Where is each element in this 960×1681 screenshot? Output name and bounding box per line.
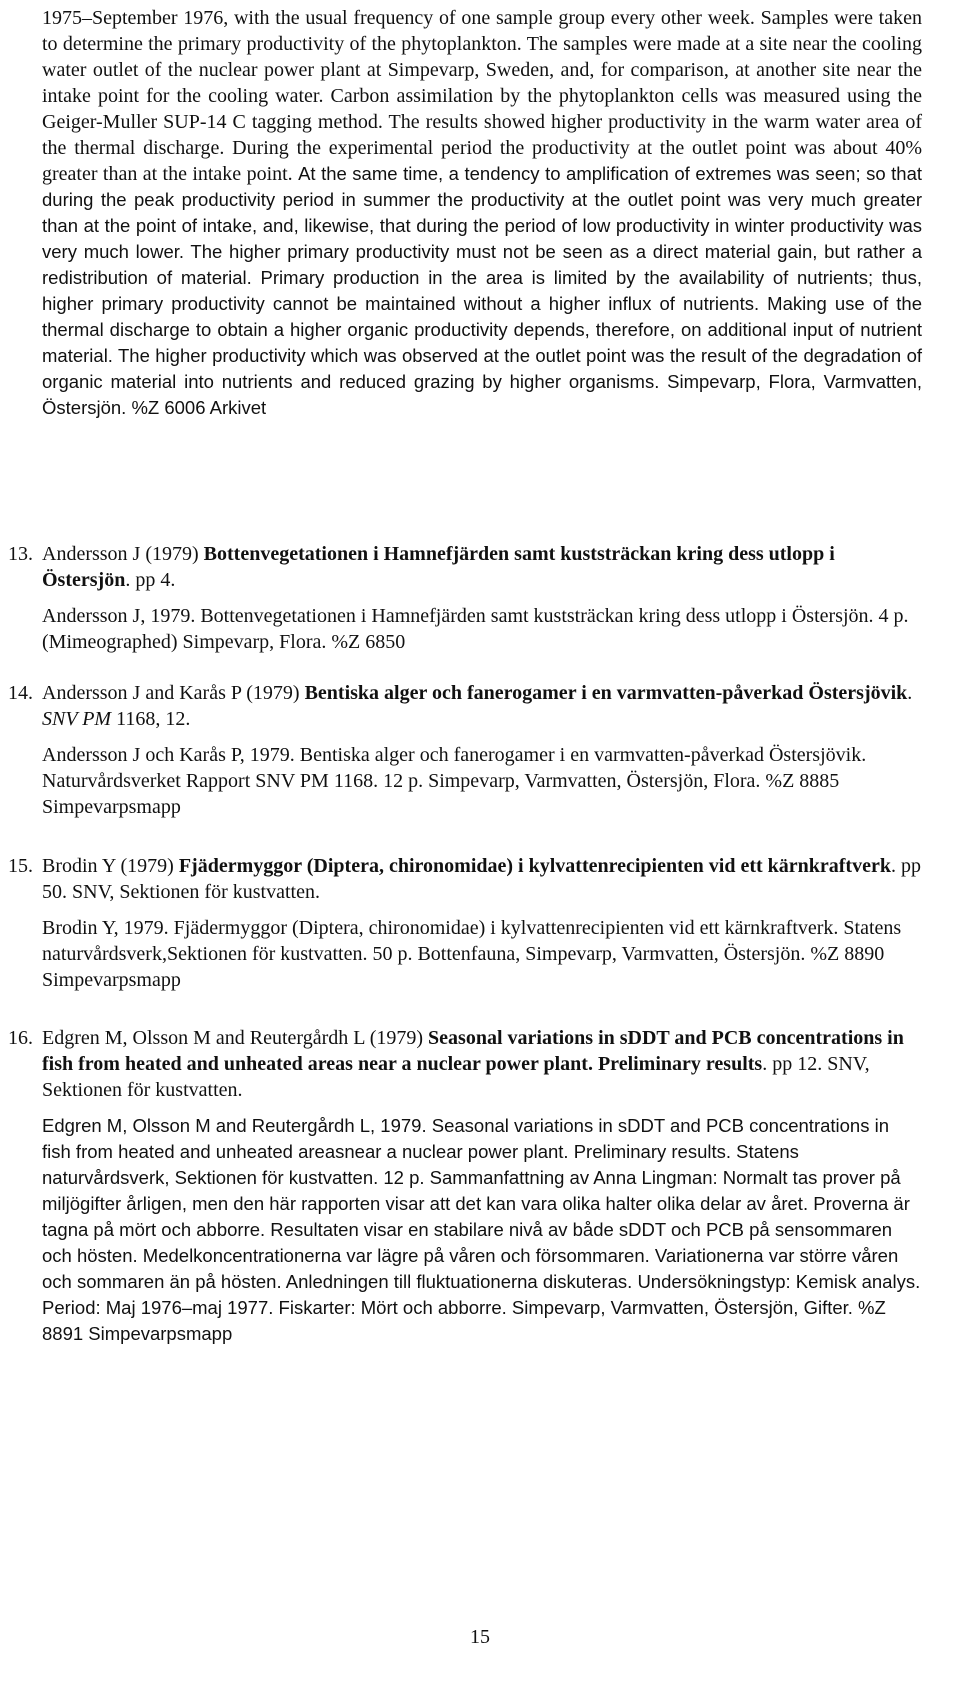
- entry-body: [42, 541, 922, 655]
- entry-pages: . pp 4.: [125, 569, 176, 591]
- entry-number: 16.: [8, 1027, 33, 1049]
- entry-citation: [42, 1025, 922, 1103]
- entry-note: Andersson J och Karås P, 1979. Bentiska alger och fanerogamer i en varmvatten-påverkad Östersjövik. Naturvårdsverket Rapport SNV PM 1168. 12 p. Simpevarp, Varmvatten, Östersjön, Flora. %Z 8885 Simpevarpsmapp: [42, 744, 867, 818]
- entry-number: 14.: [8, 682, 33, 704]
- entry-number: 15.: [8, 855, 33, 877]
- entry-pages: 1168, 12.: [111, 708, 191, 730]
- entry-authors: Edgren M, Olsson M and Reutergårdh L (1979): [42, 1027, 429, 1049]
- entry-authors: Brodin Y (1979): [42, 855, 179, 877]
- abstract-text-part-1: 1975–September 1976, with the usual frequency of one sample group every other week. Samples were taken to determine the primary productivity of the phytoplankton. The samples were made at a site near the cooling water outlet of the nuclear power plant at Simpevarp, Sweden, and, for comparison, at another site near the intake point for the cooling water. Carbon assimilation by the phytoplankton cells was measured using the Geiger-Muller SUP-14 C tagging method. The results showed higher productivity in the warm water area of the thermal discharge. During the experimental period the productivity at the outlet point was about 40% greater than at the intake point.: [42, 7, 922, 185]
- abstract-text-part-2: At the same time, a tendency to amplification of extremes was seen; so that during the peak productivity period in summer the productivity at the outlet point was very much greater than at the point of intake, and, likewise, that during the period of low productivity in winter productivity was very much lower. The higher primary productivity must not be seen as a direct material gain, but rather a redistribution of material. Primary production in the area is limited by the availability of nutrients; thus, higher primary productivity cannot be maintained without a higher influx of nutrients. Making use of the thermal discharge to obtain a higher organic productivity depends, therefore, on additional input of nutrient material. The higher productivity which was observed at the outlet point was the result of the degradation of organic material into nutrients and reduced grazing by higher organisms. Simpevarp, Flora, Varmvatten, Östersjön. %Z 6006 Arkivet: [42, 163, 923, 418]
- entry-authors: Andersson J (1979): [42, 543, 204, 565]
- entry-pages: . pp 12. SNV, Sektionen för kustvatten.: [42, 1053, 870, 1101]
- entry-pages: . pp 50. SNV, Sektionen för kustvatten.: [42, 855, 921, 903]
- entry-body: [42, 853, 922, 993]
- entry-authors: Andersson J and Karås P (1979): [42, 682, 305, 704]
- entry-note: Brodin Y, 1979. Fjädermyggor (Diptera, chironomidae) i kylvattenrecipienten vid ett kärnkraftverk. Statens naturvårdsverk,Sektionen för kustvatten. 50 p. Bottenfauna, Simpevarp, Varmvatten, Östersjön. %Z 8890 Simpevarpsmapp: [42, 917, 902, 991]
- entry-note: Edgren M, Olsson M and Reutergårdh L, 1979. Seasonal variations in sDDT and PCB concentrations in fish from heated and unheated areasnear a nuclear power plant. Preliminary results. Statens naturvårdsverk, Sektionen för kustvatten. 12 p. Sammanfattning av Anna Lingman: Normalt tas prover på miljögifter årligen, men den här rapporten visar att det kan vara olika halter olika delar av året. Proverna är tagna på mört och abborre. Resultaten visar en stabilare nivå av både sDDT och PCB på sensommaren och hösten. Medelkoncentrationerna var lägre på våren och försommaren. Variationerna var större våren och sommaren än på hösten. Anledningen till fluktuationerna diskuteras. Undersökningstyp: Kemisk analys. Period: Maj 1976–maj 1977. Fiskarter: Mört och abborre. Simpevarp, Varmvatten, Östersjön, Gifter. %Z 8891 Simpevarpsmapp: [42, 1115, 921, 1344]
- reference-entry-15: [0, 853, 930, 993]
- entry-citation: [42, 541, 922, 593]
- reference-entry-16: [0, 1025, 930, 1347]
- entry-journal: SNV PM: [42, 708, 112, 730]
- entry-citation: Andersson J and Karås P (1979) Bentiska alger och fanerogamer i en varmvatten-påverkad Östersjövik. SNV PM 1168, 12.: [42, 682, 913, 730]
- entry-number: 13.: [8, 543, 33, 565]
- entry-title: Bentiska alger och fanerogamer i en varmvatten-påverkad Östersjövik: [304, 682, 908, 704]
- entry-body: [42, 1025, 922, 1347]
- entry-title: Bottenvegetationen i Hamnefjärden samt kuststräckan kring dess utlopp i Östersjön: [42, 543, 835, 591]
- page-number: 15: [470, 1626, 490, 1648]
- reference-entry-14: [0, 680, 930, 820]
- entry-title: Fjädermyggor (Diptera, chironomidae) i kylvattenrecipienten vid ett kärnkraftverk: [178, 855, 891, 877]
- reference-entry-13: [0, 541, 930, 655]
- entry-citation: [42, 853, 922, 905]
- entry-title: Seasonal variations in sDDT and PCB concentrations in fish from heated and unheated areas near a nuclear power plant. Preliminary results: [42, 1027, 904, 1075]
- abstract-continuation: [42, 5, 922, 421]
- entry-body: [42, 680, 922, 820]
- entry-note: Andersson J, 1979. Bottenvegetationen i Hamnefjärden samt kuststräckan kring dess utlopp i Östersjön. 4 p. (Mimeographed) Simpevarp, Flora. %Z 6850: [42, 605, 909, 653]
